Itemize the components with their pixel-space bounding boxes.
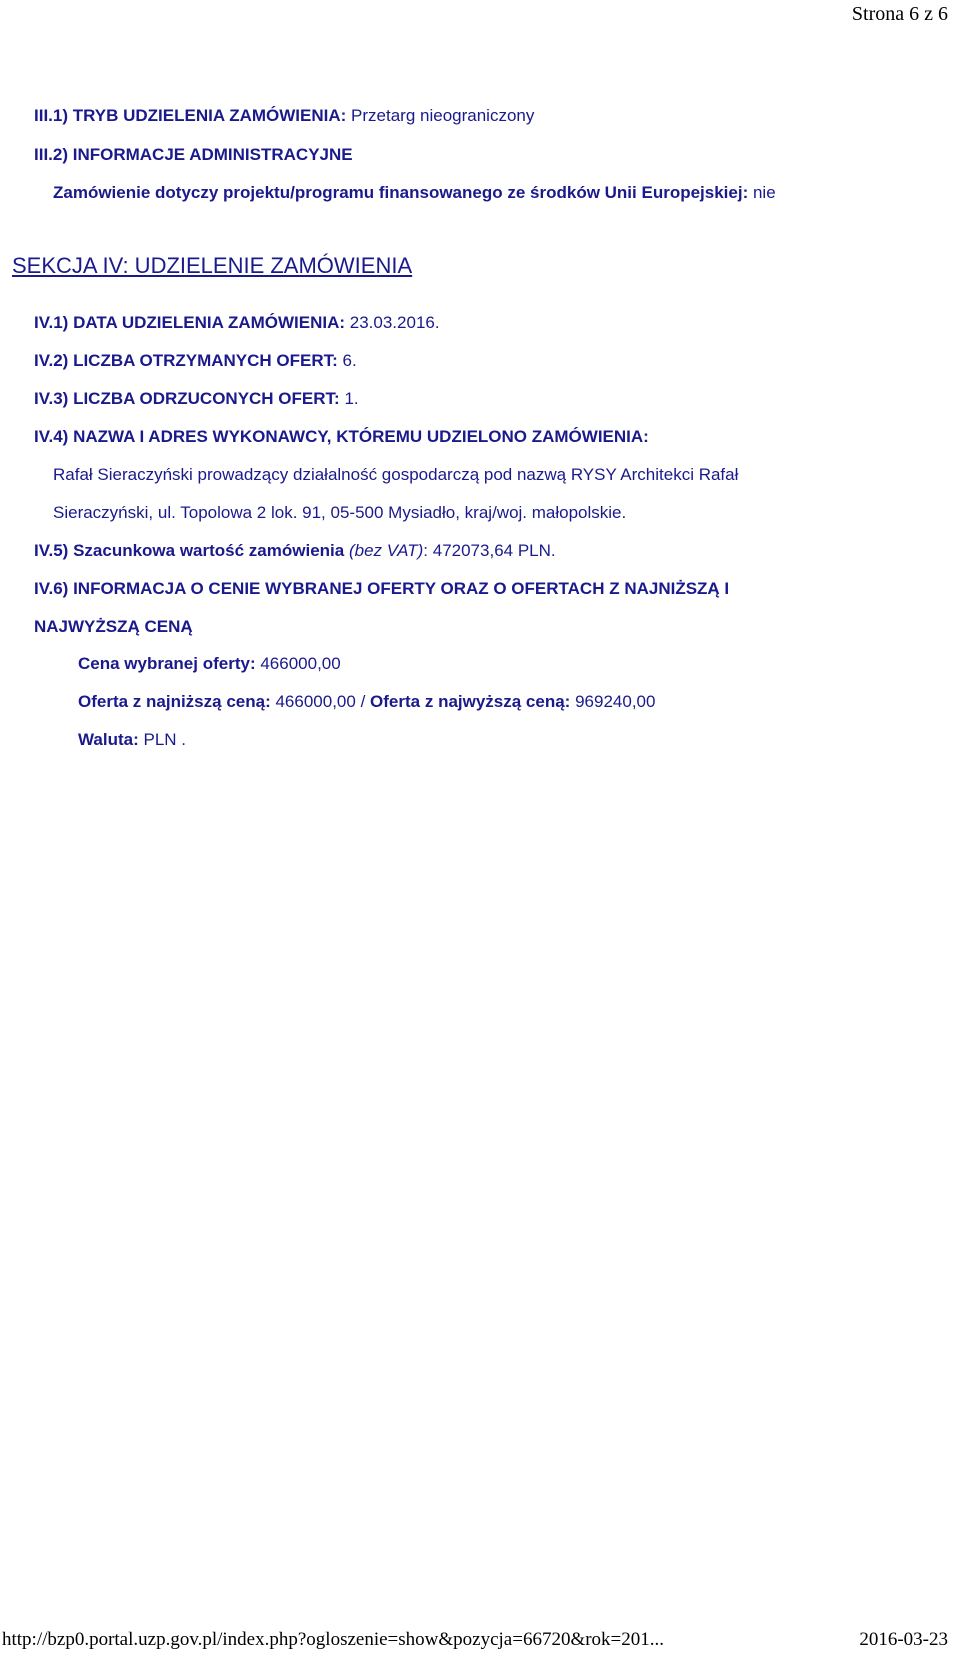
tryb-line: [34, 107, 534, 124]
currency-value: PLN .: [143, 730, 187, 749]
tryb-value: Przetarg nieograniczony: [351, 106, 535, 125]
price-info-heading-1: IV.6) INFORMACJA O CENIE WYBRANEJ OFERTY ORAZ O OFERTACH Z NAJNIŻSZĄ I: [34, 579, 730, 598]
lowest-price-value: 466000,00: [275, 692, 356, 711]
offers-rejected-label: IV.3) LICZBA ODRZUCONYCH OFERT:: [34, 389, 340, 408]
info-admin-heading: III.2) INFORMACJE ADMINISTRACYJNE: [34, 145, 353, 164]
price-info-heading-2: NAJWYŻSZĄ CENĄ: [34, 617, 193, 636]
chosen-price-label: Cena wybranej oferty:: [78, 654, 256, 673]
lowest-price-label: Oferta z najniższą ceną:: [78, 692, 271, 711]
eu-funding-label: Zamówienie dotyczy projektu/programu finansowanego ze środków Unii Europejskiej:: [53, 183, 749, 202]
contractor-heading: IV.4) NAZWA I ADRES WYKONAWCY, KTÓREMU UDZIELONO ZAMÓWIENIA:: [34, 427, 649, 446]
contractor-line-1: Rafał Sieraczyński prowadzący działalność gospodarczą pod nazwą RYSY Architekci Rafał: [53, 465, 739, 484]
price-range-line: [78, 693, 655, 710]
estimate-value: : 472073,64 PLN.: [423, 541, 556, 560]
offers-received-label: IV.2) LICZBA OTRZYMANYCH OFERT:: [34, 351, 338, 370]
currency-line: [78, 731, 186, 748]
footer-url: http://bzp0.portal.uzp.gov.pl/index.php?ogloszenie=show&pozycja=66720&rok=201...: [2, 1629, 665, 1650]
offers-rejected-line: [34, 390, 359, 407]
tryb-label: III.1) TRYB UDZIELENIA ZAMÓWIENIA:: [34, 106, 347, 125]
chosen-price-value: 466000,00: [260, 654, 341, 673]
highest-price-label: Oferta z najwyższą ceną:: [370, 692, 571, 711]
section-iv-title: SEKCJA IV: UDZIELENIE ZAMÓWIENIA: [12, 253, 413, 278]
eu-funding-line: [53, 184, 776, 201]
currency-label: Waluta:: [78, 730, 139, 749]
award-date-value: 23.03.2016.: [349, 313, 440, 332]
chosen-price-line: [78, 655, 341, 672]
price-separator: /: [360, 692, 366, 711]
offers-received-line: [34, 352, 357, 369]
estimate-num: IV.5): [34, 541, 69, 560]
contractor-line-2: Sieraczyński, ul. Topolowa 2 lok. 91, 05-500 Mysiadło, kraj/woj. małopolskie.: [53, 503, 627, 522]
estimate-label: Szacunkowa wartość zamówienia: [73, 541, 345, 560]
award-date-label: IV.1) DATA UDZIELENIA ZAMÓWIENIA:: [34, 313, 346, 332]
offers-rejected-value: 1.: [344, 389, 359, 408]
estimate-line: [34, 542, 556, 559]
offers-received-value: 6.: [342, 351, 357, 370]
page-number: Strona 6 z 6: [851, 3, 948, 25]
estimate-italic: (bez VAT): [348, 541, 424, 560]
eu-funding-value: nie: [752, 183, 776, 202]
footer-date: 2016-03-23: [859, 1629, 948, 1650]
award-date-line: [34, 314, 440, 331]
highest-price-value: 969240,00: [575, 692, 656, 711]
